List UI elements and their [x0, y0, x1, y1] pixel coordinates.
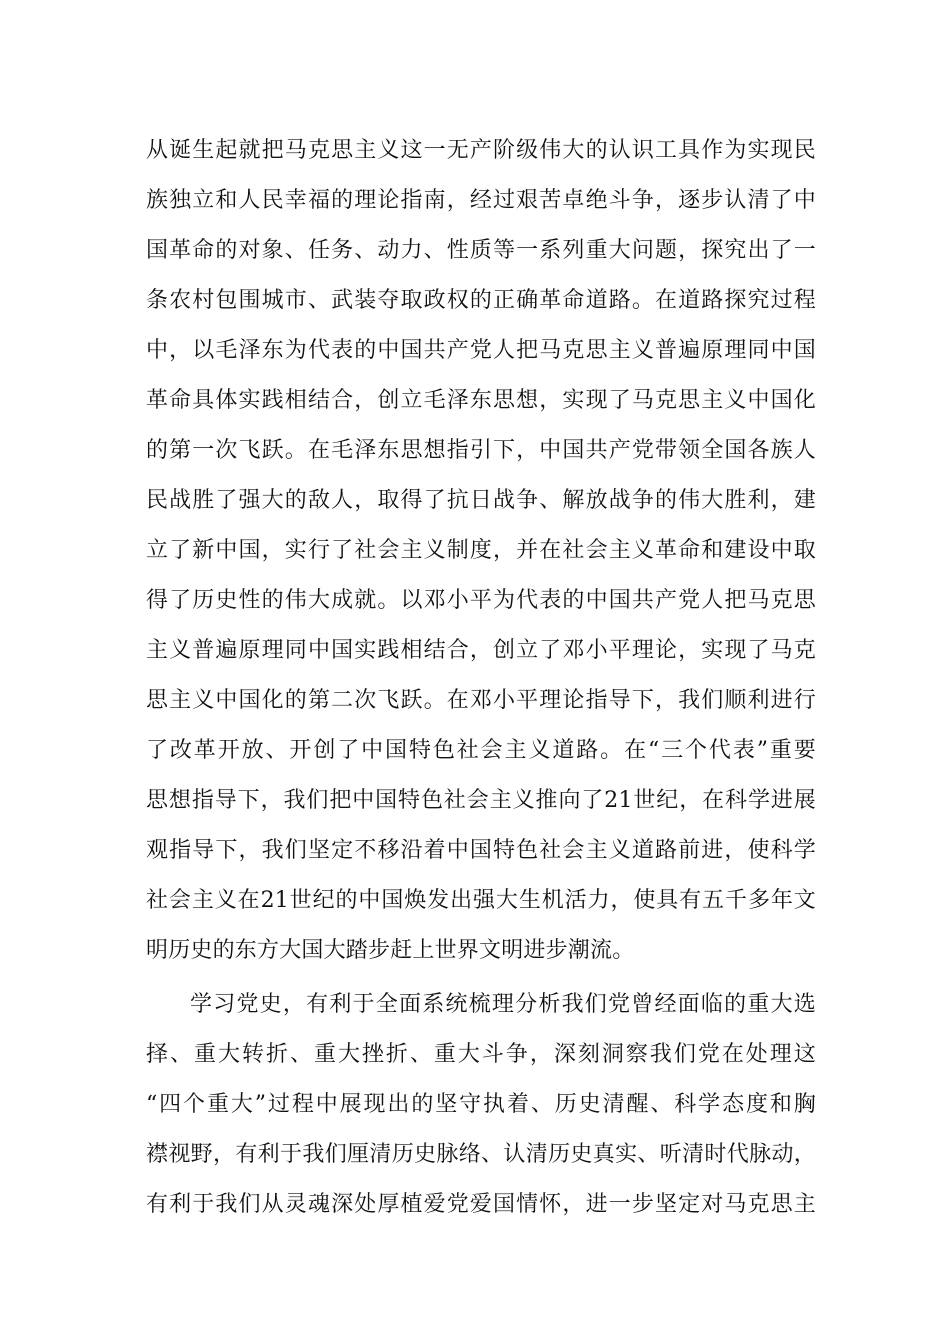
text-line: 立了新中国，实行了社会主义制度，并在社会主义革命和建设中取 [146, 538, 816, 563]
text-line: 择、重大转折、重大挫折、重大斗争，深刻洞察我们党在处理这 [146, 1042, 816, 1067]
text-line: 思主义中国化的第二次飞跃。在邓小平理论指导下，我们顺利进行 [146, 688, 816, 713]
text-line: 襟视野，有利于我们厘清历史脉络、认清历史真实、听清时代脉动， [146, 1142, 816, 1167]
text-line: 族独立和人民幸福的理论指南，经过艰苦卓绝斗争，逐步认清了中 [146, 188, 816, 213]
text-line: 的第一次飞跃。在毛泽东思想指引下，中国共产党带领全国各族人 [146, 438, 816, 463]
paragraph-2 [146, 988, 816, 1238]
text-line: 得了历史性的伟大成就。以邓小平为代表的中国共产党人把马克思 [146, 588, 816, 613]
text-line: 观指导下，我们坚定不移沿着中国特色社会主义道路前进，使科学 [146, 838, 816, 863]
text-line: 主义普遍原理同中国实践相结合，创立了邓小平理论，实现了马克 [146, 638, 816, 663]
paragraph-1 [146, 134, 816, 984]
text-line: “四个重大”过程中展现出的坚守执着、历史清醒、科学态度和胸 [146, 1092, 816, 1117]
text-line: 革命具体实践相结合，创立毛泽东思想，实现了马克思主义中国化 [146, 388, 816, 413]
text-line: 明历史的东方大国大踏步赶上世界文明进步潮流。 [146, 938, 635, 963]
text-line: 学习党史，有利于全面系统梳理分析我们党曾经面临的重大选 [190, 992, 816, 1017]
body-text [146, 134, 816, 1238]
text-line: 有利于我们从灵魂深处厚植爱党爱国情怀，进一步坚定对马克思主 [146, 1192, 816, 1217]
text-line: 民战胜了强大的敌人，取得了抗日战争、解放战争的伟大胜利，建 [146, 488, 816, 513]
text-line: 思想指导下，我们把中国特色社会主义推向了21世纪，在科学进展 [146, 788, 816, 813]
text-line: 国革命的对象、任务、动力、性质等一系列重大问题，探究出了一 [146, 238, 816, 263]
text-line: 社会主义在21世纪的中国焕发出强大生机活力，使具有五千多年文 [146, 888, 816, 913]
text-line: 条农村包围城市、武装夺取政权的正确革命道路。在道路探究过程 [146, 288, 816, 313]
text-line: 从诞生起就把马克思主义这一无产阶级伟大的认识工具作为实现民 [146, 138, 816, 163]
text-line: 了改革开放、开创了中国特色社会主义道路。在“三个代表”重要 [146, 738, 816, 763]
text-line: 中，以毛泽东为代表的中国共产党人把马克思主义普遍原理同中国 [146, 338, 816, 363]
